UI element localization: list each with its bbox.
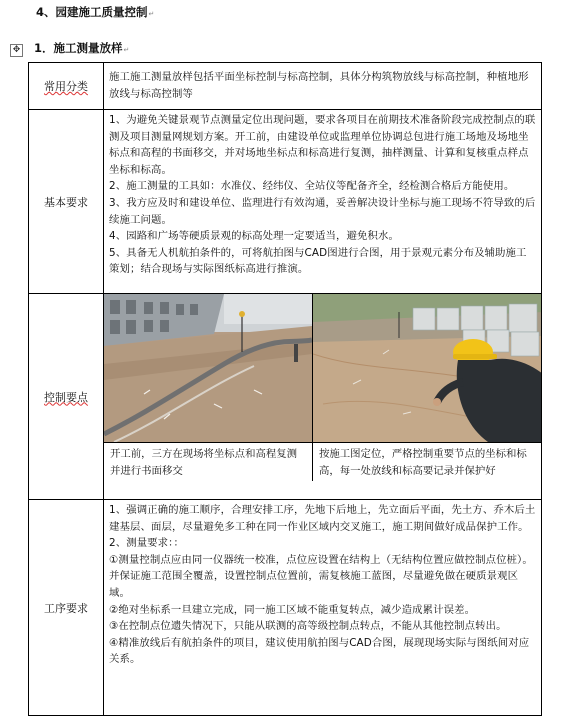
basic-content-cell bbox=[104, 110, 542, 294]
basic-paragraph: 2、施工测量的工具如：水准仪、经纬仪、全站仪等配备齐全，经检测合格后方能使用。 bbox=[109, 180, 515, 193]
control-content-cell bbox=[104, 294, 542, 500]
quality-control-table bbox=[28, 62, 542, 716]
control-label-cell bbox=[29, 294, 104, 500]
process-paragraph: ①测量控制点应由同一仪器统一校准，点位应设置在结构上（无结构位置应做控制点位桩）。并保证施工范围全覆盖，设置控制点位置前，需复核施工蓝图，尽量避免做在硬质景观区域。 bbox=[109, 553, 533, 599]
row-process bbox=[29, 500, 542, 716]
category-label: 常用分类 bbox=[44, 80, 88, 93]
process-paragraph: 2、测量要求：： bbox=[109, 537, 184, 550]
row-basic bbox=[29, 110, 542, 294]
basic-paragraph: 4、园路和广场等硬质景观的标高处理一定要适当，避免积水。 bbox=[109, 230, 399, 243]
photo-caption: 按施工图定位，严格控制重要节点的坐标和标高，每一处放线和标高要记录并保护好 bbox=[319, 448, 527, 477]
photo-row bbox=[104, 294, 541, 442]
row-category bbox=[29, 63, 542, 110]
site-survey-photo bbox=[104, 294, 313, 442]
paragraph-mark-icon: ↵ bbox=[123, 46, 130, 54]
control-label: 控制要点 bbox=[44, 390, 88, 404]
process-text bbox=[104, 500, 541, 669]
inspection-photo bbox=[313, 294, 541, 442]
process-label: 工序要求 bbox=[44, 601, 88, 615]
category-label-cell bbox=[29, 63, 104, 110]
section-title: 1．施工测量放样↵ bbox=[34, 41, 130, 55]
move-handle-icon[interactable]: ✥ bbox=[10, 44, 23, 57]
page-title: 4、园建施工质量控制↵ bbox=[36, 5, 155, 19]
paragraph-mark-icon: ↵ bbox=[148, 10, 155, 18]
process-paragraph: ④精准放线后有航拍条件的项目，建议使用航拍图与CAD合图，展现现场实际与图纸间对应关系。 bbox=[109, 636, 530, 666]
process-paragraph: ②绝对坐标系一旦建立完成，同一施工区域不能重复转点，减少造成累计误差。 bbox=[109, 603, 476, 616]
basic-label-cell bbox=[29, 110, 104, 294]
basic-text bbox=[104, 110, 541, 279]
basic-paragraph: 5、具备无人机航拍条件的，可将航拍图与CAD图进行合图，用于景观元素分布及辅助施工策划；结合现场与实际图纸标高进行推演。 bbox=[109, 246, 527, 276]
basic-paragraph: 3、我方应及时和建设单位、监理进行有效沟通，妥善解决设计坐标与施工现场不符导致的后续施工问题。 bbox=[109, 196, 536, 226]
process-paragraph: ③在控制点位遗失情况下，只能从联测的高等级控制点转点，不能从其他控制点转出。 bbox=[109, 620, 507, 633]
category-text: 施工施工测量放样包括平面坐标控制与标高控制，具体分构筑物放线与标高控制，种植地形放线与标高控制等 bbox=[109, 71, 529, 100]
process-content-cell bbox=[104, 500, 542, 716]
process-label-cell bbox=[29, 500, 104, 716]
process-paragraph: 1、强调正确的施工顺序，合理安排工序，先地下后地上，先立面后平面，先土方、乔木后土建基层、面层，尽量避免多工种在同一作业区域内交叉施工，施工期间做好成品保护工作。 bbox=[109, 504, 536, 533]
basic-paragraph: 1、为避免关键景观节点测量定位出现问题，要求各项目在前期技术准备阶段完成控制点的联测及项目测量网规划方案。开工前，由建设单位或监理单位协调总包进行施工场地及场地坐标点和高程的书面移交，并对场地坐标点和标高进行复测，抽样测量、计算和复核重点样点坐标和标高。 bbox=[109, 114, 536, 176]
category-content-cell bbox=[104, 63, 542, 110]
photo-caption: 开工前，三方在现场将坐标点和高程复测并进行书面移交 bbox=[104, 443, 313, 481]
caption-row bbox=[104, 442, 541, 481]
basic-label: 基本要求 bbox=[44, 195, 88, 209]
row-control bbox=[29, 294, 542, 500]
